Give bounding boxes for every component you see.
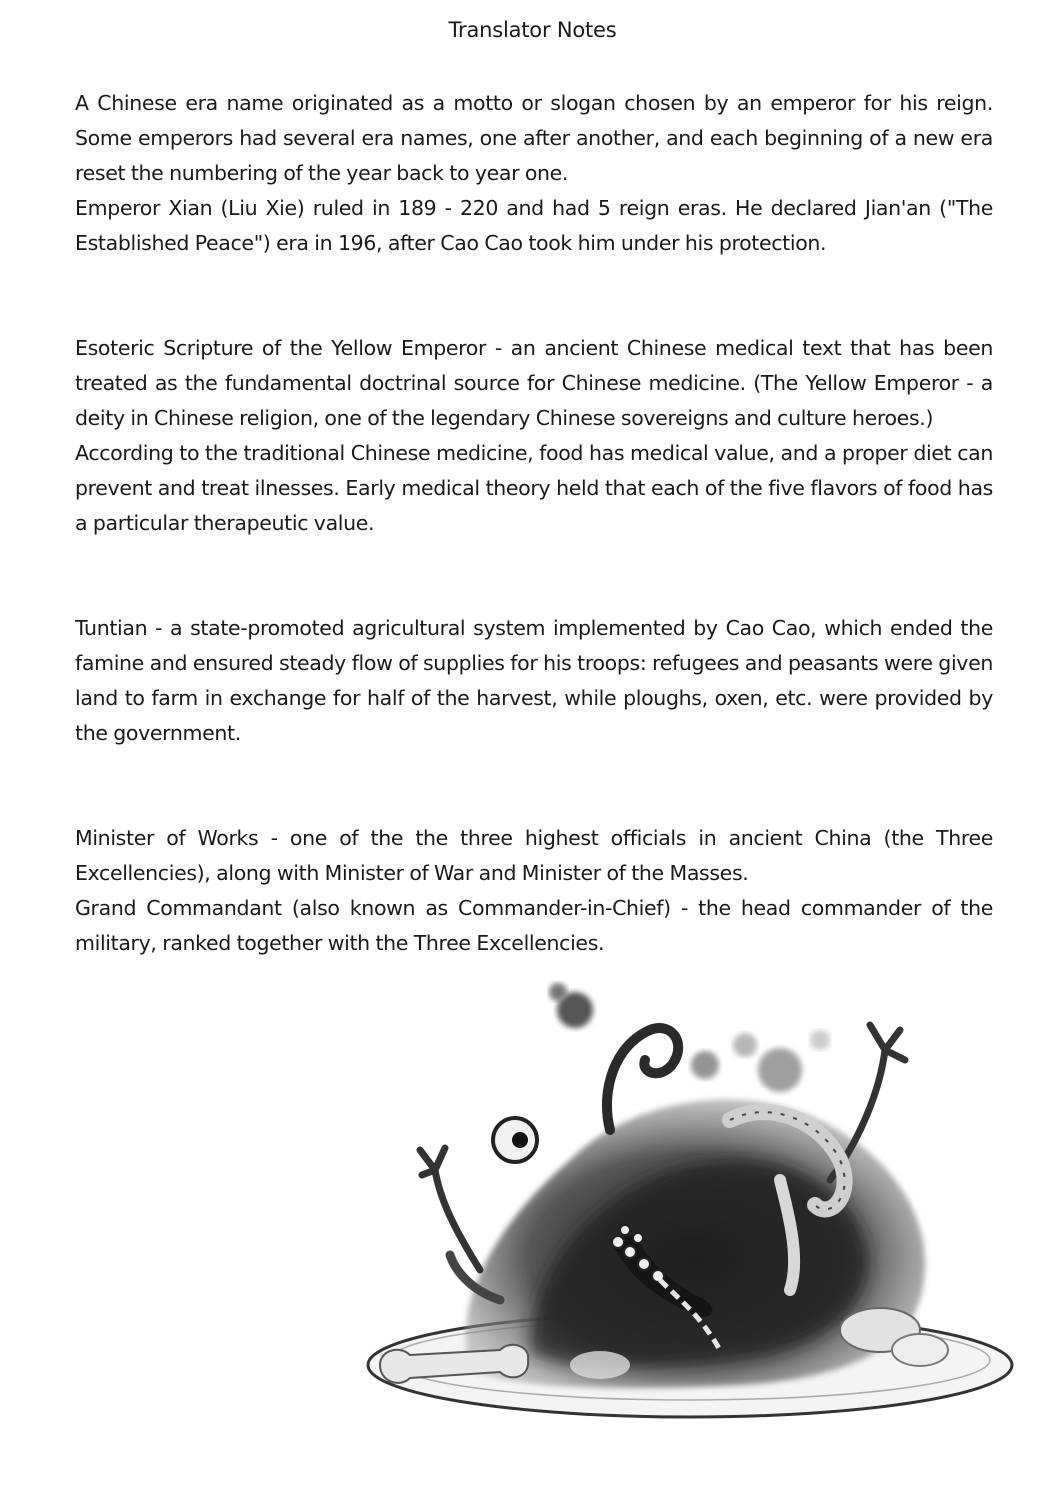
- note-chinese-medicine: According to the traditional Chinese medicine, food has medical value, and a proper diet can prevent and treat ilnesses. Early medical theory held that each of the five flavors of food has a particular therapeutic value.: [75, 441, 993, 535]
- translator-notes: [75, 86, 993, 961]
- note-grand-commandant: Grand Commandant (also known as Commander-in-Chief) - the head commander of the military, ranked together with the Three Excellencies.: [75, 896, 993, 955]
- note-minister-of-works: Minister of Works - one of the the three highest officials in ancient China (the Three Excellencies), along with Minister of War and Minister of the Masses.: [75, 826, 993, 885]
- dish-illustration: [360, 970, 1020, 1440]
- note-tuntian: Tuntian - a state-promoted agricultural system implemented by Cao Cao, which ended the famine and ensured steady flow of supplies for his troops: refugees and peasants were given land to farm in exchange for half of the harvest, while ploughs, oxen, etc. were provided by the government.: [75, 616, 993, 745]
- note-era-name: A Chinese era name originated as a motto or slogan chosen by an emperor for his reign. Some emperors had several era names, one after another, and each beginning of a new era reset the numbering of the year back to year one.: [75, 91, 993, 185]
- page-title: Translator Notes: [448, 18, 617, 42]
- note-emperor-xian: Emperor Xian (Liu Xie) ruled in 189 - 220 and had 5 reign eras. He declared Jian'an ("The Established Peace") era in 196, after Cao Cao took him under his protection.: [75, 196, 993, 255]
- note-yellow-emperor: Esoteric Scripture of the Yellow Emperor - an ancient Chinese medical text that has been treated as the fundamental doctrinal source for Chinese medicine. (The Yellow Emperor - a deity in Chinese religion, one of the legendary Chinese sovereigns and culture heroes.): [75, 336, 993, 430]
